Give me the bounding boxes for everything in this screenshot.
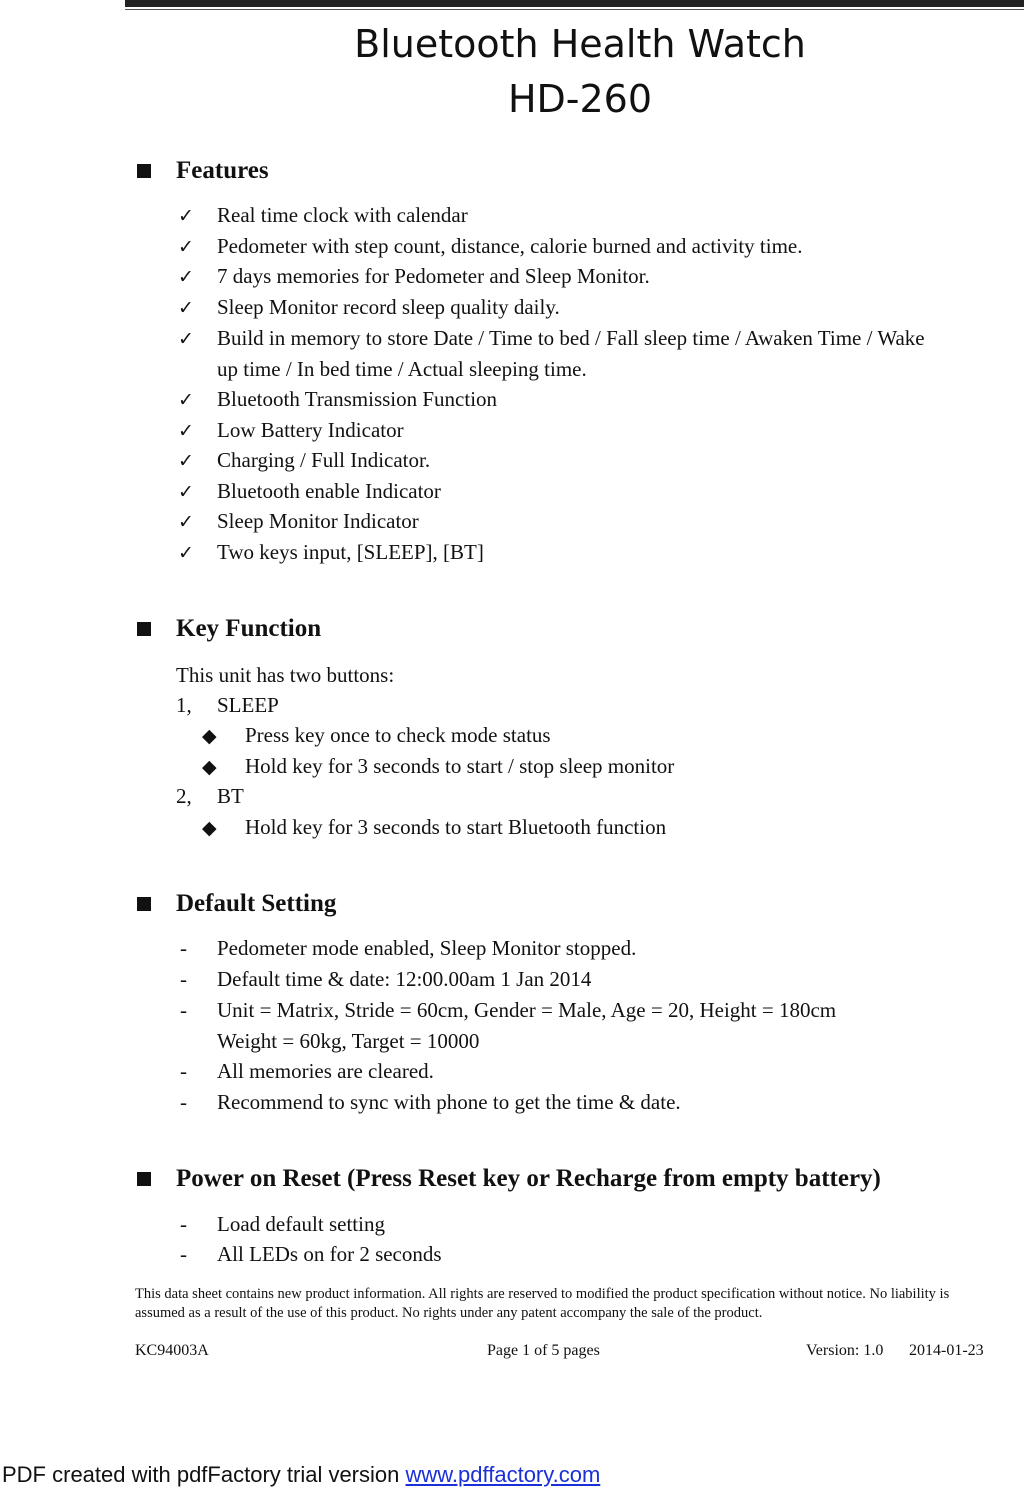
feature-item: Bluetooth Transmission Function <box>217 387 498 411</box>
disclaimer-line: This data sheet contains new product information. All rights are reserved to modified the product specification without notice. No liability is <box>135 1286 950 1302</box>
top-rule-thin <box>125 9 1024 10</box>
check-icon: ✓ <box>178 450 194 472</box>
check-icon: ✓ <box>178 328 194 350</box>
diamond-bullet-icon: ◆ <box>202 817 217 839</box>
features-heading: Features <box>137 157 269 185</box>
dash-bullet: - <box>180 1212 187 1236</box>
key-function-heading: Key Function <box>137 615 321 643</box>
default-item: Pedometer mode enabled, Sleep Monitor stopped. <box>217 936 637 960</box>
dash-bullet: - <box>180 1090 187 1114</box>
default-item: Unit = Matrix, Stride = 60cm, Gender = Male, Age = 20, Height = 180cm <box>217 998 837 1022</box>
default-item: Default time & date: 12:00.00am 1 Jan 2014 <box>217 967 592 991</box>
check-icon: ✓ <box>178 511 194 533</box>
reset-item: Load default setting <box>217 1212 385 1236</box>
diamond-bullet-icon: ◆ <box>202 756 217 778</box>
default-item: All memories are cleared. <box>217 1059 434 1083</box>
key-action: Press key once to check mode status <box>245 723 551 747</box>
feature-item: Two keys input, [SLEEP], [BT] <box>217 540 484 564</box>
key-number: 2, <box>176 784 192 808</box>
feature-item: Low Battery Indicator <box>217 418 404 442</box>
feature-item: Charging / Full Indicator. <box>217 448 431 472</box>
square-bullet-icon <box>137 1172 151 1186</box>
feature-item-continuation: up time / In bed time / Actual sleeping time. <box>217 357 587 381</box>
feature-item: Sleep Monitor record sleep quality daily. <box>217 295 560 319</box>
feature-item: Sleep Monitor Indicator <box>217 509 419 533</box>
version: Version: 1.0 <box>806 1342 884 1359</box>
pdffactory-link[interactable]: www.pdffactory.com <box>405 1462 601 1487</box>
key-action: Hold key for 3 seconds to start / stop sleep monitor <box>245 754 675 778</box>
feature-item: Bluetooth enable Indicator <box>217 479 441 503</box>
reset-item: All LEDs on for 2 seconds <box>217 1242 442 1266</box>
trial-banner <box>2 1462 600 1488</box>
check-icon: ✓ <box>178 205 194 227</box>
check-icon: ✓ <box>178 420 194 442</box>
check-icon: ✓ <box>178 266 194 288</box>
model-number: HD-260 <box>507 77 653 121</box>
dash-bullet: - <box>180 936 187 960</box>
key-name: SLEEP <box>217 693 279 717</box>
check-icon: ✓ <box>178 389 194 411</box>
check-icon: ✓ <box>178 481 194 503</box>
square-bullet-icon <box>137 897 151 911</box>
default-item-continuation: Weight = 60kg, Target = 10000 <box>217 1029 480 1053</box>
doc-code: KC94003A <box>135 1342 209 1359</box>
key-name: BT <box>217 784 244 808</box>
footer-date: 2014-01-23 <box>909 1342 984 1359</box>
feature-item: 7 days memories for Pedometer and Sleep Monitor. <box>217 264 650 288</box>
square-bullet-icon <box>137 622 151 636</box>
dash-bullet: - <box>180 1059 187 1083</box>
feature-item: Real time clock with calendar <box>217 203 468 227</box>
top-rule <box>125 0 1024 7</box>
default-setting-heading: Default Setting <box>137 890 336 918</box>
key-action: Hold key for 3 seconds to start Bluetooth function <box>245 815 667 839</box>
dash-bullet: - <box>180 998 187 1022</box>
default-item: Recommend to sync with phone to get the time & date. <box>217 1090 681 1114</box>
trial-text: PDF created with pdfFactory trial version <box>2 1462 406 1487</box>
key-function-intro: This unit has two buttons: <box>176 663 395 687</box>
page-number: Page 1 of 5 pages <box>487 1342 600 1359</box>
diamond-bullet-icon: ◆ <box>202 725 217 747</box>
key-number: 1, <box>176 693 192 717</box>
square-bullet-icon <box>137 164 151 178</box>
disclaimer-line: assumed as a result of the use of this product. No rights under any patent accompany the sale of the product. <box>135 1305 763 1321</box>
check-icon: ✓ <box>178 236 194 258</box>
dash-bullet: - <box>180 1242 187 1266</box>
check-icon: ✓ <box>178 542 194 564</box>
feature-item: Build in memory to store Date / Time to bed / Fall sleep time / Awaken Time / Wake <box>217 326 925 350</box>
power-reset-heading: Power on Reset (Press Reset key or Recharge from empty battery) <box>137 1165 881 1193</box>
dash-bullet: - <box>180 967 187 991</box>
check-icon: ✓ <box>178 297 194 319</box>
document-title: Bluetooth Health Watch <box>354 22 806 66</box>
feature-item: Pedometer with step count, distance, calorie burned and activity time. <box>217 234 803 258</box>
